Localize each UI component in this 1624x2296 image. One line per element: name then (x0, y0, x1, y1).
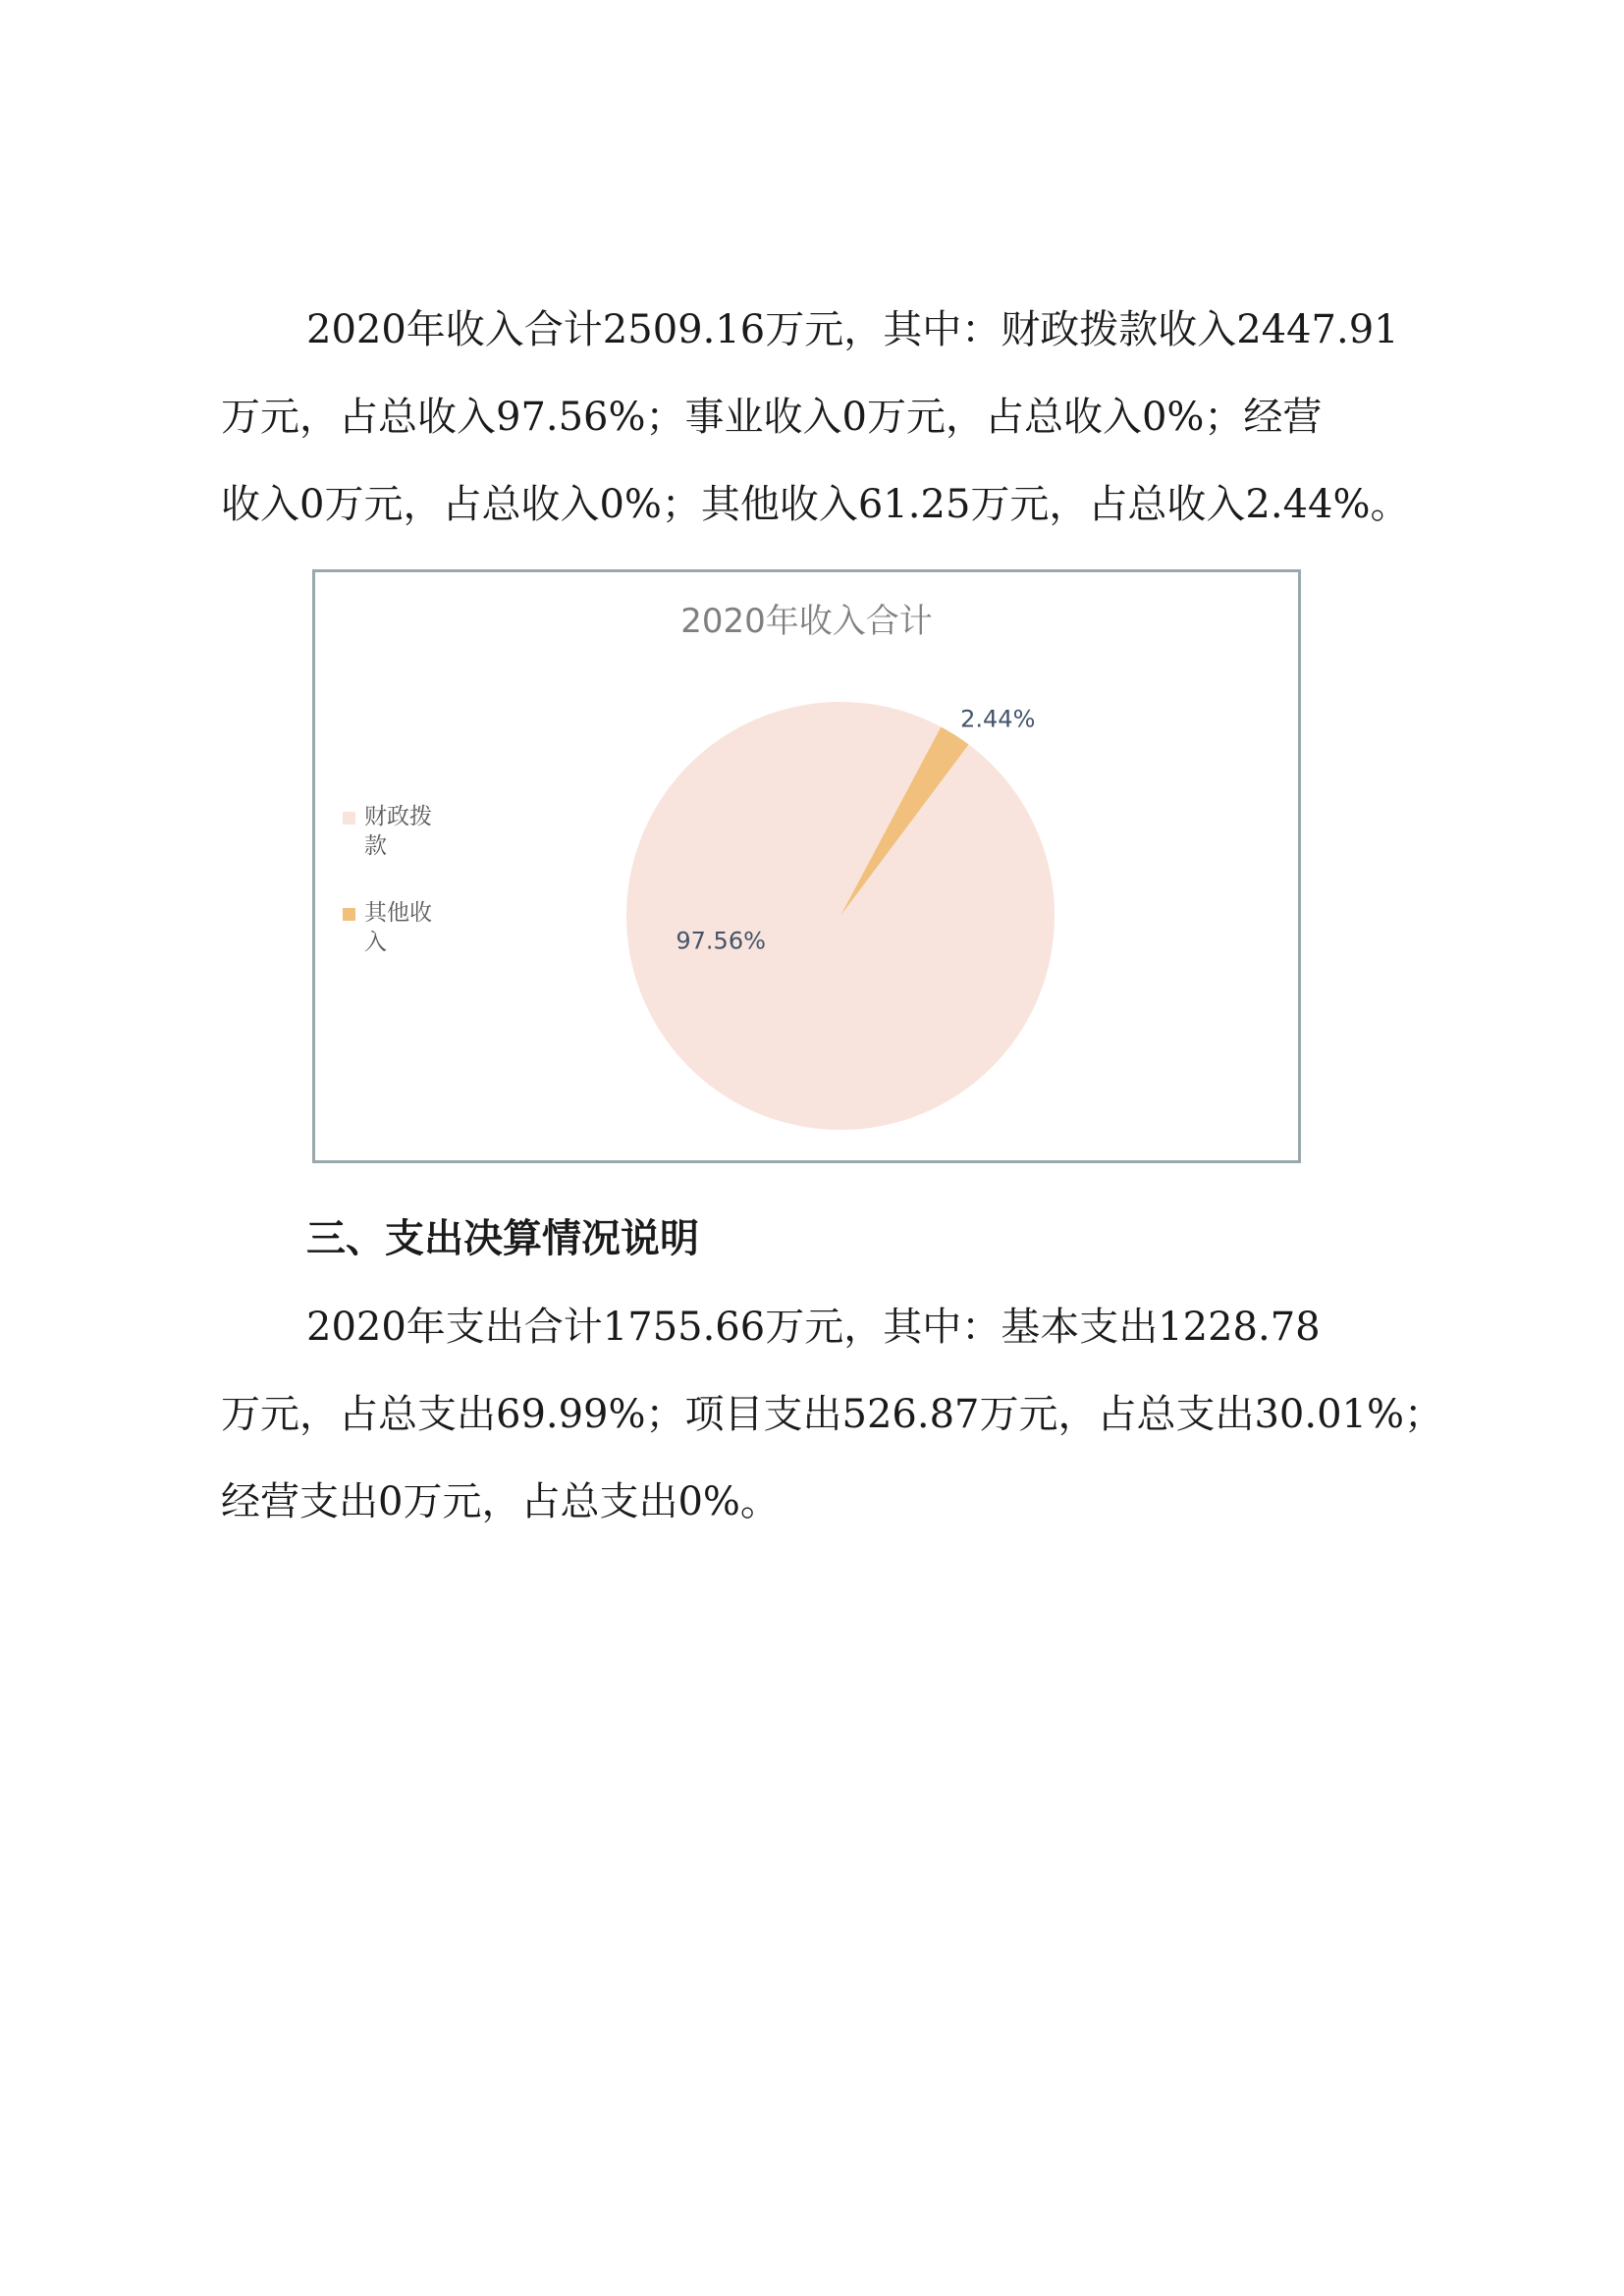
data-label-fiscal: 97.56% (676, 927, 766, 955)
income-pie-chart (312, 569, 1301, 1163)
section-heading: 三、支出决算情况说明 (306, 1216, 699, 1261)
pie-plot (315, 572, 1298, 1160)
paragraph-line: 收入0万元，占总收入0%；其他收入61.25万元，占总收入2.44%。 (221, 482, 1410, 527)
paragraph-line: 2020年支出合计1755.66万元，其中：基本支出1228.78 (306, 1305, 1321, 1350)
data-label-other: 2.44% (960, 705, 1036, 733)
legend-label-other: 其他收入 (364, 900, 432, 955)
legend-label-fiscal: 财政拨款 (364, 804, 432, 859)
pie-slice-fiscal (626, 702, 1055, 1130)
paragraph-line: 万元，占总收入97.56%；事业收入0万元，占总收入0%；经营 (221, 395, 1323, 440)
chart-title: 2020年收入合计 (680, 602, 933, 641)
paragraph-line: 2020年收入合计2509.16万元，其中：财政拨款收入2447.91 (306, 307, 1399, 352)
paragraph-line: 经营支出0万元，占总支出0%。 (221, 1479, 780, 1524)
paragraph-line: 万元，占总支出69.99%；项目支出526.87万元，占总支出30.01%； (221, 1392, 1443, 1437)
